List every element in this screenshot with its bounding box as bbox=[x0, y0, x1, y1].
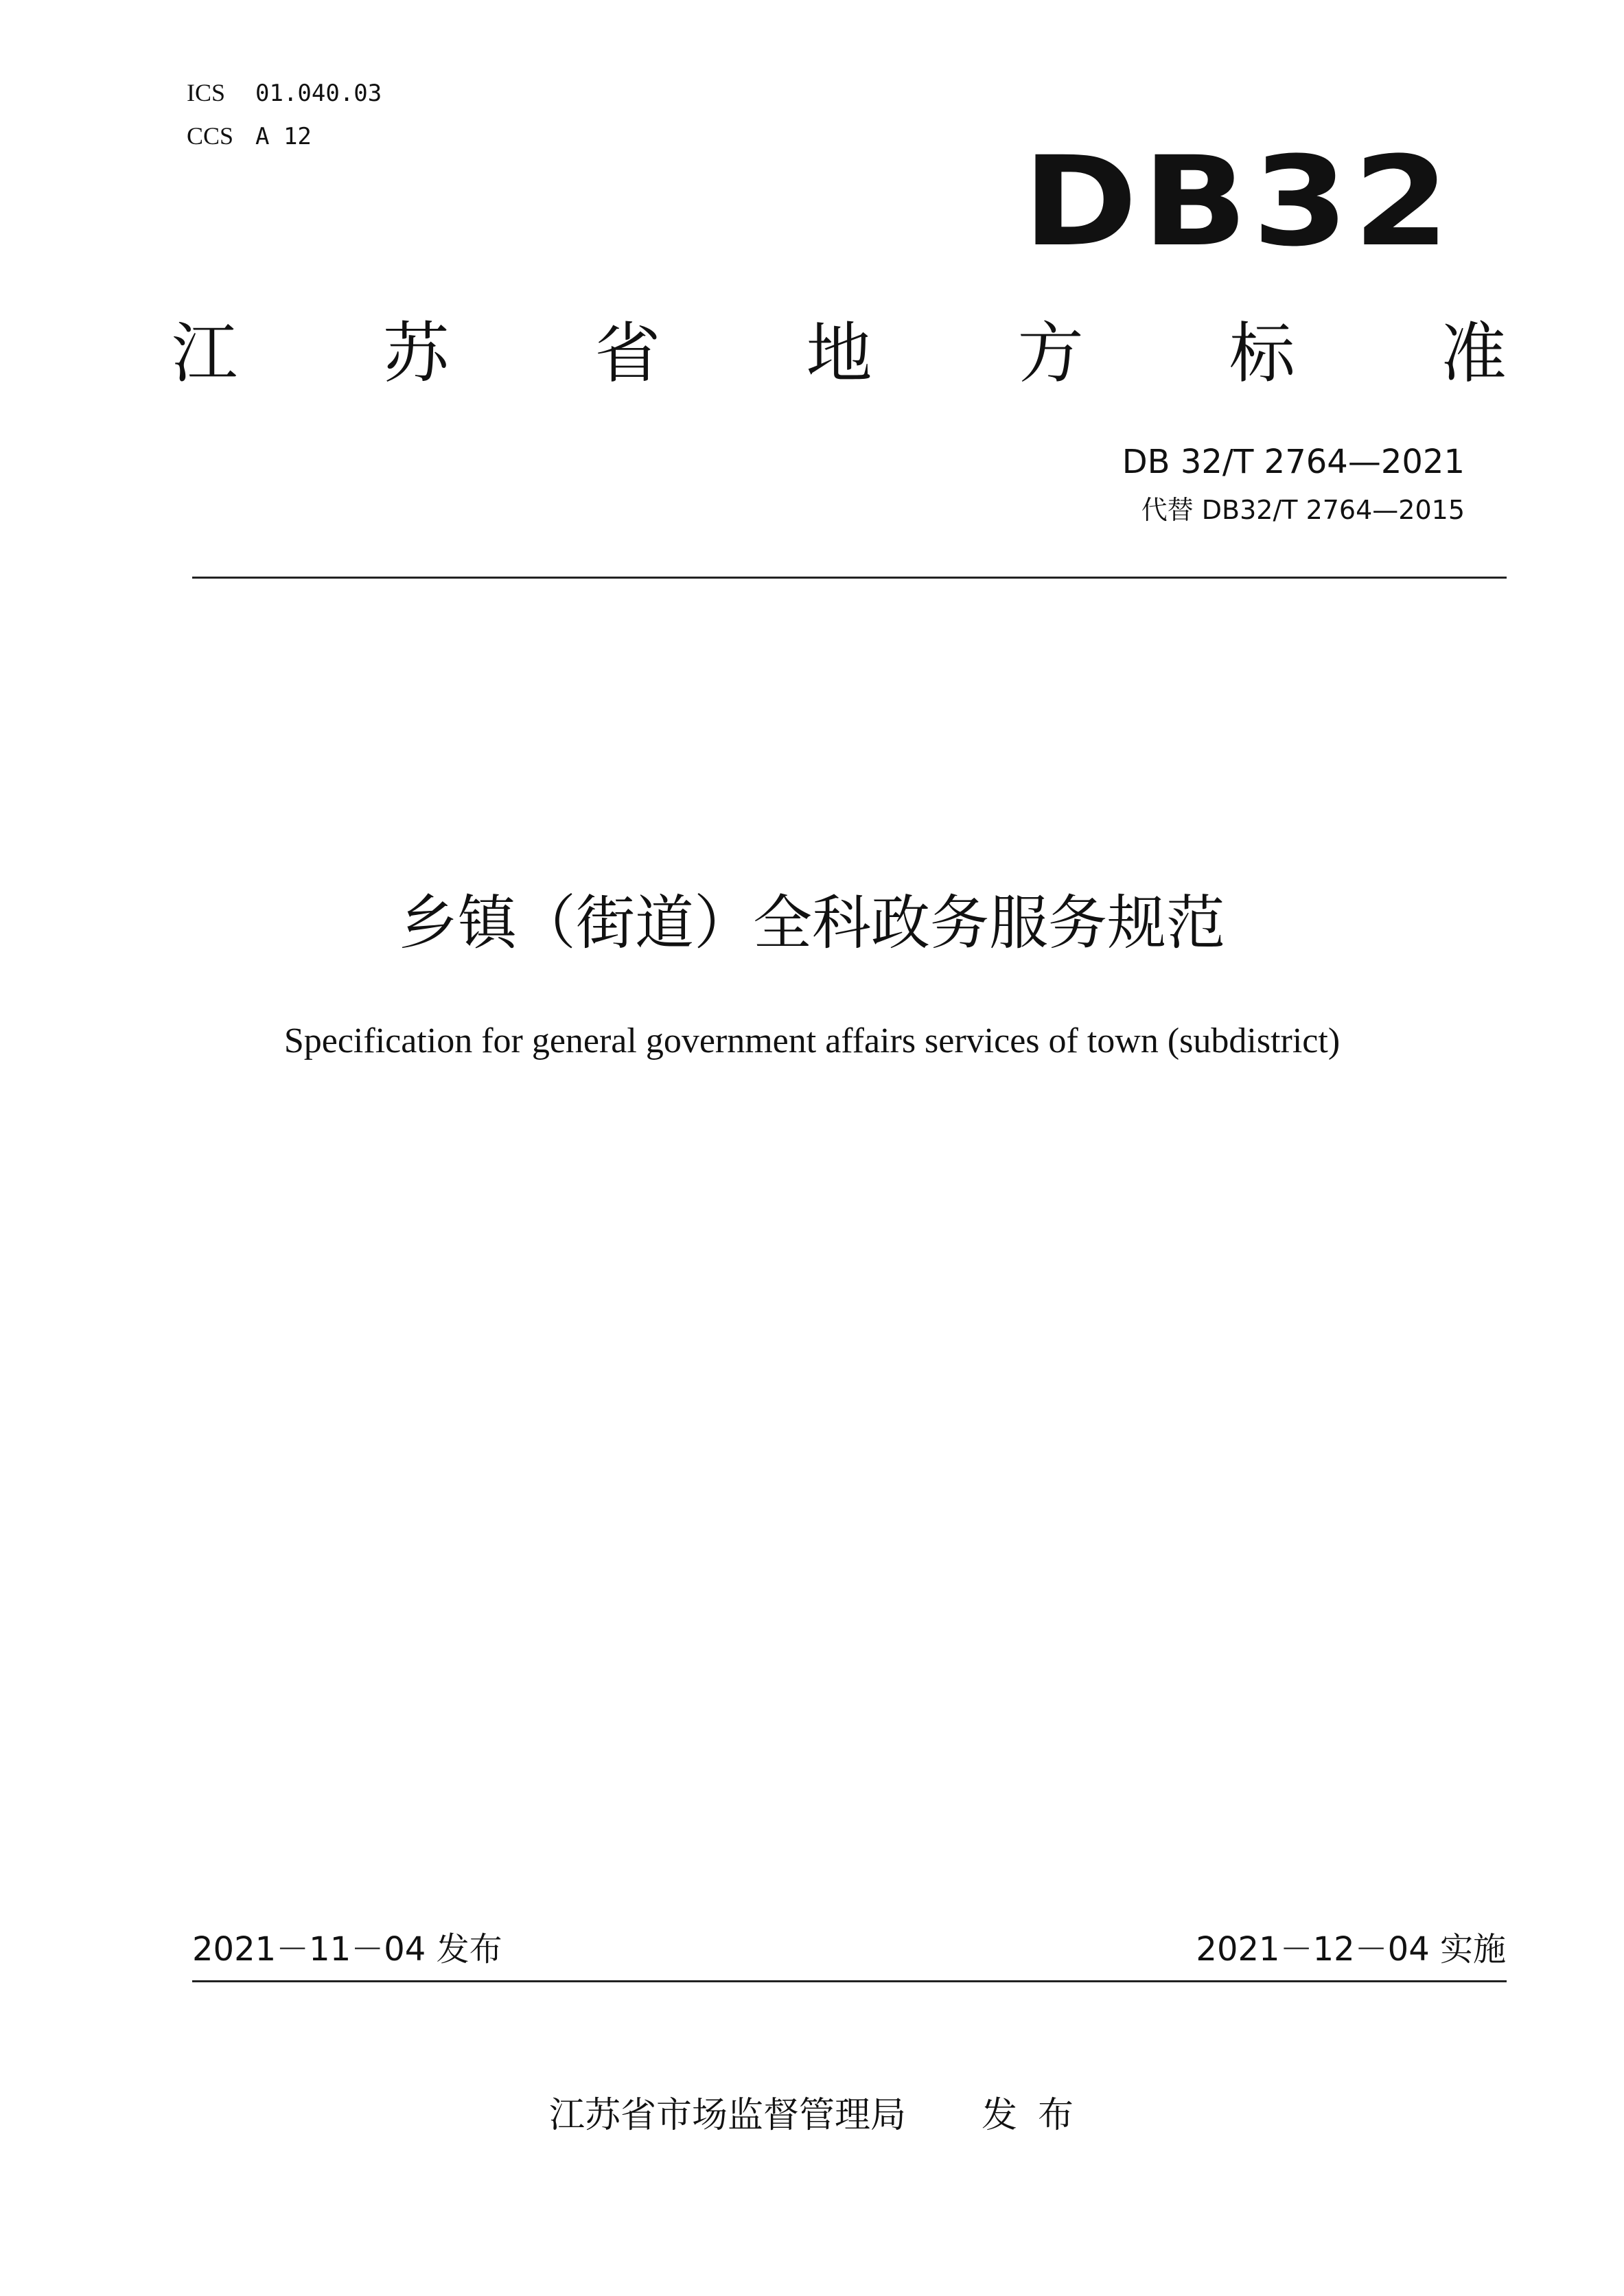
ics-label: ICS bbox=[187, 79, 226, 106]
header-divider bbox=[192, 577, 1507, 579]
issuer-action: 发布 bbox=[982, 2095, 1095, 2136]
heading-char: 准 bbox=[1440, 315, 1507, 392]
standard-number: DB 32/T 2764—2021 bbox=[1122, 443, 1465, 481]
heading-char: 标 bbox=[1229, 315, 1295, 392]
ics-code bbox=[187, 79, 382, 107]
title-chinese: 乡镇（街道）全科政务服务规范 bbox=[399, 889, 1225, 958]
ccs-value: A 12 bbox=[255, 123, 312, 150]
implement-date: 2021－12－04 实施 bbox=[1196, 1930, 1506, 1969]
issuer-name: 江苏省市场监督管理局 bbox=[549, 2095, 907, 2136]
ics-value: 01.040.03 bbox=[255, 80, 382, 107]
title-english: Specification for general government affairs services of town (subdistrict) bbox=[283, 1021, 1341, 1060]
heading-char: 方 bbox=[1017, 315, 1084, 392]
ccs-code bbox=[187, 122, 312, 150]
db32-mark: DB32 bbox=[1023, 130, 1454, 274]
heading-char: 地 bbox=[806, 315, 872, 392]
issue-date: 2021－11－04 发布 bbox=[192, 1930, 502, 1969]
heading-char: 苏 bbox=[383, 315, 450, 392]
standard-heading bbox=[172, 316, 1507, 391]
ccs-label: CCS bbox=[187, 122, 234, 150]
issuer bbox=[549, 2094, 1094, 2137]
heading-char: 省 bbox=[594, 315, 661, 392]
footer-divider bbox=[192, 1980, 1507, 1982]
replaces-standard: 代替 DB32/T 2764—2015 bbox=[1141, 495, 1465, 525]
heading-char: 江 bbox=[172, 315, 237, 392]
